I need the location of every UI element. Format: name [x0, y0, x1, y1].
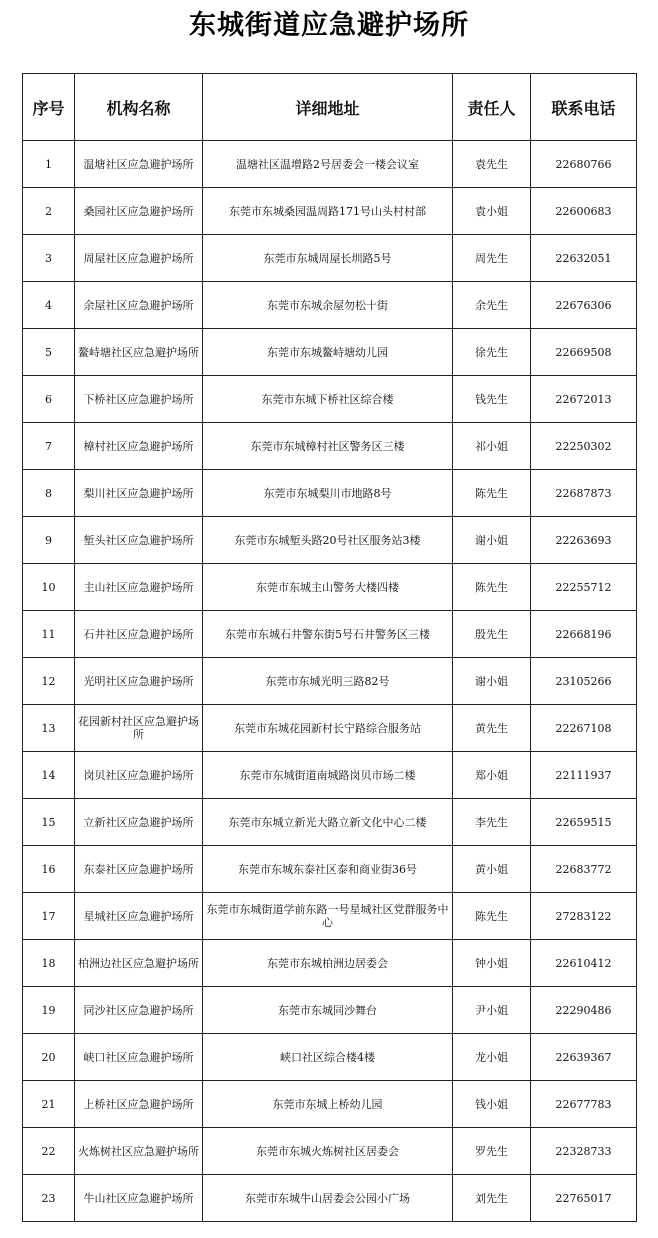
cell-serial-number: 15: [23, 799, 75, 846]
cell-phone: 22632051: [531, 235, 637, 282]
cell-responsible-person: 徐先生: [453, 329, 531, 376]
cell-address: 东莞市东城桑园温周路171号山头村村部: [203, 188, 453, 235]
table-row: [23, 705, 637, 752]
table-row: [23, 611, 637, 658]
table-row: [23, 1175, 637, 1222]
header-address: 详细地址: [203, 74, 453, 141]
cell-organization-name: 立新社区应急避护场所: [75, 799, 203, 846]
cell-serial-number: 4: [23, 282, 75, 329]
cell-organization-name: 同沙社区应急避护场所: [75, 987, 203, 1034]
cell-address: 东莞市东城梨川市地路8号: [203, 470, 453, 517]
cell-phone: 22683772: [531, 846, 637, 893]
cell-address: 东莞市东城鳌峙塘幼儿园: [203, 329, 453, 376]
cell-responsible-person: 陈先生: [453, 470, 531, 517]
cell-address: 东莞市东城石井警东街5号石井警务区三楼: [203, 611, 453, 658]
cell-responsible-person: 钟小姐: [453, 940, 531, 987]
cell-phone: 22668196: [531, 611, 637, 658]
cell-responsible-person: 黄小姐: [453, 846, 531, 893]
table-row: [23, 846, 637, 893]
cell-serial-number: 16: [23, 846, 75, 893]
cell-serial-number: 14: [23, 752, 75, 799]
cell-phone: 22111937: [531, 752, 637, 799]
cell-organization-name: 柏洲边社区应急避护场所: [75, 940, 203, 987]
cell-organization-name: 岗贝社区应急避护场所: [75, 752, 203, 799]
cell-address: 东莞市东城花园新村长宁路综合服务站: [203, 705, 453, 752]
cell-organization-name: 上桥社区应急避护场所: [75, 1081, 203, 1128]
cell-serial-number: 8: [23, 470, 75, 517]
table-row: [23, 423, 637, 470]
cell-serial-number: 20: [23, 1034, 75, 1081]
cell-responsible-person: 谢小姐: [453, 517, 531, 564]
cell-responsible-person: 罗先生: [453, 1128, 531, 1175]
cell-address: 温塘社区温增路2号居委会一楼会议室: [203, 141, 453, 188]
cell-serial-number: 12: [23, 658, 75, 705]
table-row: [23, 987, 637, 1034]
cell-serial-number: 19: [23, 987, 75, 1034]
cell-serial-number: 21: [23, 1081, 75, 1128]
cell-serial-number: 3: [23, 235, 75, 282]
cell-serial-number: 1: [23, 141, 75, 188]
table-body: [23, 141, 637, 1222]
cell-responsible-person: 祁小姐: [453, 423, 531, 470]
header-organization-name: 机构名称: [75, 74, 203, 141]
cell-serial-number: 2: [23, 188, 75, 235]
cell-phone: 22669508: [531, 329, 637, 376]
table-row: [23, 752, 637, 799]
table-row: [23, 188, 637, 235]
cell-address: 东莞市东城主山警务大楼四楼: [203, 564, 453, 611]
cell-organization-name: 樟村社区应急避护场所: [75, 423, 203, 470]
header-responsible-person: 责任人: [453, 74, 531, 141]
cell-phone: 22676306: [531, 282, 637, 329]
cell-phone: 22765017: [531, 1175, 637, 1222]
cell-address: 东莞市东城堑头路20号社区服务站3楼: [203, 517, 453, 564]
cell-serial-number: 17: [23, 893, 75, 940]
cell-address: 东莞市东城柏洲边居委会: [203, 940, 453, 987]
cell-address: 东莞市东城东泰社区泰和商业街36号: [203, 846, 453, 893]
cell-phone: 22290486: [531, 987, 637, 1034]
cell-address: 东莞市东城牛山居委会公园小广场: [203, 1175, 453, 1222]
cell-phone: 22255712: [531, 564, 637, 611]
cell-responsible-person: 陈先生: [453, 893, 531, 940]
table-row: [23, 799, 637, 846]
cell-responsible-person: 钱先生: [453, 376, 531, 423]
cell-serial-number: 22: [23, 1128, 75, 1175]
cell-address: 东莞市东城上桥幼儿园: [203, 1081, 453, 1128]
cell-organization-name: 峡口社区应急避护场所: [75, 1034, 203, 1081]
cell-serial-number: 6: [23, 376, 75, 423]
cell-address: 东莞市东城立新光大路立新文化中心二楼: [203, 799, 453, 846]
cell-responsible-person: 谢小姐: [453, 658, 531, 705]
cell-phone: 22250302: [531, 423, 637, 470]
cell-serial-number: 11: [23, 611, 75, 658]
table-row: [23, 1081, 637, 1128]
cell-responsible-person: 郑小姐: [453, 752, 531, 799]
cell-phone: 22639367: [531, 1034, 637, 1081]
cell-address: 东莞市东城火炼树社区居委会: [203, 1128, 453, 1175]
cell-serial-number: 10: [23, 564, 75, 611]
cell-phone: 22600683: [531, 188, 637, 235]
table-row: [23, 235, 637, 282]
cell-address: 东莞市东城樟村社区警务区三楼: [203, 423, 453, 470]
table-row: [23, 329, 637, 376]
cell-serial-number: 7: [23, 423, 75, 470]
cell-phone: 22672013: [531, 376, 637, 423]
cell-serial-number: 13: [23, 705, 75, 752]
cell-address: 峡口社区综合楼4楼: [203, 1034, 453, 1081]
table-row: [23, 1034, 637, 1081]
table-row: [23, 1128, 637, 1175]
cell-phone: 22687873: [531, 470, 637, 517]
cell-responsible-person: 刘先生: [453, 1175, 531, 1222]
cell-phone: 22610412: [531, 940, 637, 987]
cell-organization-name: 主山社区应急避护场所: [75, 564, 203, 611]
cell-responsible-person: 袁先生: [453, 141, 531, 188]
cell-organization-name: 堑头社区应急避护场所: [75, 517, 203, 564]
table-row: [23, 141, 637, 188]
cell-organization-name: 周屋社区应急避护场所: [75, 235, 203, 282]
header-serial-number: 序号: [23, 74, 75, 141]
cell-phone: 23105266: [531, 658, 637, 705]
cell-address: 东莞市东城光明三路82号: [203, 658, 453, 705]
header-phone: 联系电话: [531, 74, 637, 141]
cell-responsible-person: 陈先生: [453, 564, 531, 611]
cell-organization-name: 花园新村社区应急避护场所: [75, 705, 203, 752]
cell-organization-name: 星城社区应急避护场所: [75, 893, 203, 940]
cell-organization-name: 鳌峙塘社区应急避护场所: [75, 329, 203, 376]
cell-address: 东莞市东城下桥社区综合楼: [203, 376, 453, 423]
cell-responsible-person: 钱小姐: [453, 1081, 531, 1128]
table-row: [23, 376, 637, 423]
cell-organization-name: 桑园社区应急避护场所: [75, 188, 203, 235]
cell-phone: 27283122: [531, 893, 637, 940]
table-header-row: [23, 74, 637, 141]
cell-organization-name: 火炼树社区应急避护场所: [75, 1128, 203, 1175]
page-title: 东城街道应急避护场所: [189, 10, 469, 41]
cell-phone: 22328733: [531, 1128, 637, 1175]
cell-organization-name: 光明社区应急避护场所: [75, 658, 203, 705]
cell-responsible-person: 龙小姐: [453, 1034, 531, 1081]
cell-phone: 22659515: [531, 799, 637, 846]
table-row: [23, 893, 637, 940]
cell-organization-name: 温塘社区应急避护场所: [75, 141, 203, 188]
table-row: [23, 470, 637, 517]
cell-organization-name: 石井社区应急避护场所: [75, 611, 203, 658]
table-row: [23, 282, 637, 329]
cell-phone: 22677783: [531, 1081, 637, 1128]
cell-responsible-person: 李先生: [453, 799, 531, 846]
cell-address: 东莞市东城街道南城路岗贝市场二楼: [203, 752, 453, 799]
cell-phone: 22263693: [531, 517, 637, 564]
cell-serial-number: 5: [23, 329, 75, 376]
shelter-table: [22, 73, 637, 1222]
cell-phone: 22680766: [531, 141, 637, 188]
cell-responsible-person: 殷先生: [453, 611, 531, 658]
cell-organization-name: 牛山社区应急避护场所: [75, 1175, 203, 1222]
cell-phone: 22267108: [531, 705, 637, 752]
table-row: [23, 564, 637, 611]
cell-responsible-person: 余先生: [453, 282, 531, 329]
cell-serial-number: 9: [23, 517, 75, 564]
cell-organization-name: 梨川社区应急避护场所: [75, 470, 203, 517]
cell-responsible-person: 袁小姐: [453, 188, 531, 235]
cell-organization-name: 下桥社区应急避护场所: [75, 376, 203, 423]
table-row: [23, 940, 637, 987]
cell-address: 东莞市东城同沙舞台: [203, 987, 453, 1034]
cell-organization-name: 余屋社区应急避护场所: [75, 282, 203, 329]
cell-organization-name: 东泰社区应急避护场所: [75, 846, 203, 893]
table-row: [23, 517, 637, 564]
cell-responsible-person: 周先生: [453, 235, 531, 282]
cell-responsible-person: 尹小姐: [453, 987, 531, 1034]
cell-serial-number: 18: [23, 940, 75, 987]
table-row: [23, 658, 637, 705]
cell-responsible-person: 黄先生: [453, 705, 531, 752]
cell-address: 东莞市东城街道学前东路一号星城社区党群服务中心: [203, 893, 453, 940]
cell-address: 东莞市东城余屋勿松十街: [203, 282, 453, 329]
cell-serial-number: 23: [23, 1175, 75, 1222]
cell-address: 东莞市东城周屋长圳路5号: [203, 235, 453, 282]
